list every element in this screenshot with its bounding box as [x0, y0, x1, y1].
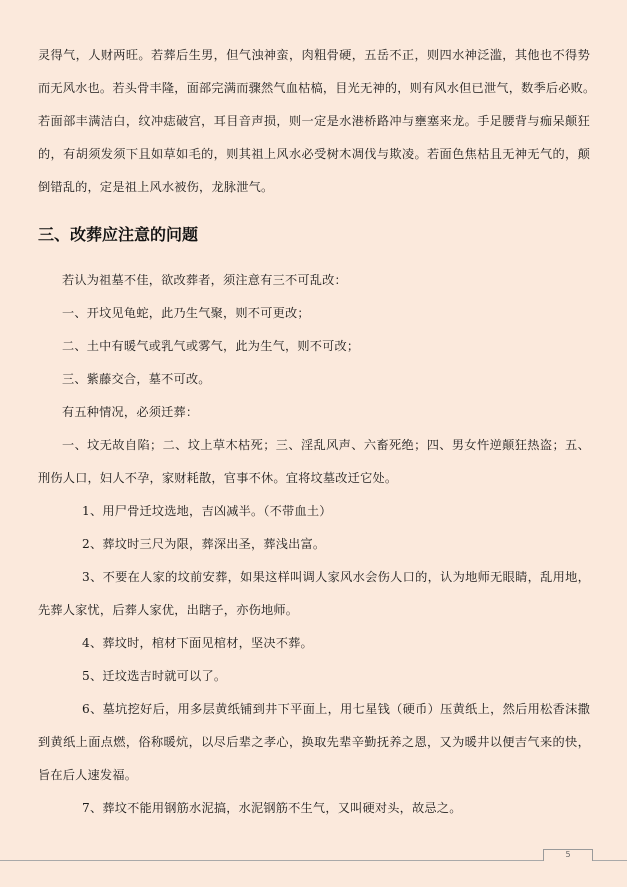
body-line: 6、墓坑挖好后，用多层黄纸铺到井下平面上，用七星钱（硬币）压黄纸上，然后用松香沫撒: [82, 702, 590, 716]
body-line: 三、紫藤交合，墓不可改。: [62, 372, 211, 386]
page-number: 5: [565, 850, 571, 859]
body-line: 5、迁坟选吉时就可以了。: [82, 669, 227, 683]
body-line: 3、不要在人家的坟前安葬，如果这样叫调人家风水会伤人口的，认为地师无眼睛，乱用地，: [82, 570, 590, 584]
paragraph-line: 灵得气，人财两旺。若葬后生男，但气浊神蛮，肉粗骨硬，五岳不正，则四水神泛滥，其他也不得势: [38, 48, 590, 62]
body-line: 二、土中有暖气或乳气或雾气，此为生气，则不可改；: [62, 339, 360, 353]
body-line: 4、葬坟时，棺材下面见棺材，坚决不葬。: [82, 636, 313, 650]
body-line: 有五种情况，必须迁葬：: [62, 405, 199, 419]
paragraph-line: 而无风水也。若头骨丰隆，面部完满而骤然气血枯槁，目光无神的，则有风水但已泄气，数季后必败。: [38, 81, 596, 95]
body-line: 刑伤人口，妇人不孕，家财耗散，官事不休。宜将坟墓改迁它处。: [38, 471, 398, 485]
body-line: 7、葬坟不能用钢筋水泥搞，水泥钢筋不生气，又叫硬对头，故忌之。: [82, 801, 462, 815]
paragraph-line: 若面部丰满洁白，纹冲痣破宫，耳目音声损，则一定是水港桥路冲与壅塞来龙。手足腰背与痂呆颠狂: [38, 114, 590, 128]
body-line: 一、开坟见龟蛇，此乃生气聚，则不可更改；: [62, 306, 310, 320]
paragraph-line: 的，有胡须发须下且如草如毛的，则其祖上风水必受树木凋伐与欺凌。若面色焦枯且无神无气的，颠: [38, 147, 590, 161]
body-line: 若认为祖墓不佳，欲改葬者，须注意有三不可乱改：: [62, 273, 347, 287]
section-heading: 三、改葬应注意的问题: [38, 225, 199, 244]
body-line: 到黄纸上面点燃，俗称暖炕，以尽后辈之孝心，换取先辈辛勤抚养之恩，又为暖井以便吉气来的快，: [38, 735, 590, 749]
body-line: 1、用尸骨迁坟选地，吉凶减半。（不带血土）: [82, 504, 332, 518]
body-line: 一、坟无故自陷；二、坟上草木枯死；三、淫乱风声、六畜死绝；四、男女忤逆颠狂热盗；五、: [62, 438, 590, 452]
body-line: 2、葬坟时三尺为限，葬深出圣，葬浅出富。: [82, 537, 326, 551]
body-line: 先葬人家忧，后葬人家优，出瞎子，亦伤地师。: [38, 603, 299, 617]
paragraph-line: 倒错乱的，定是祖上风水被伤，龙脉泄气。: [38, 180, 274, 194]
body-line: 旨在后人速发福。: [38, 768, 138, 782]
footer-rule: [0, 860, 627, 861]
